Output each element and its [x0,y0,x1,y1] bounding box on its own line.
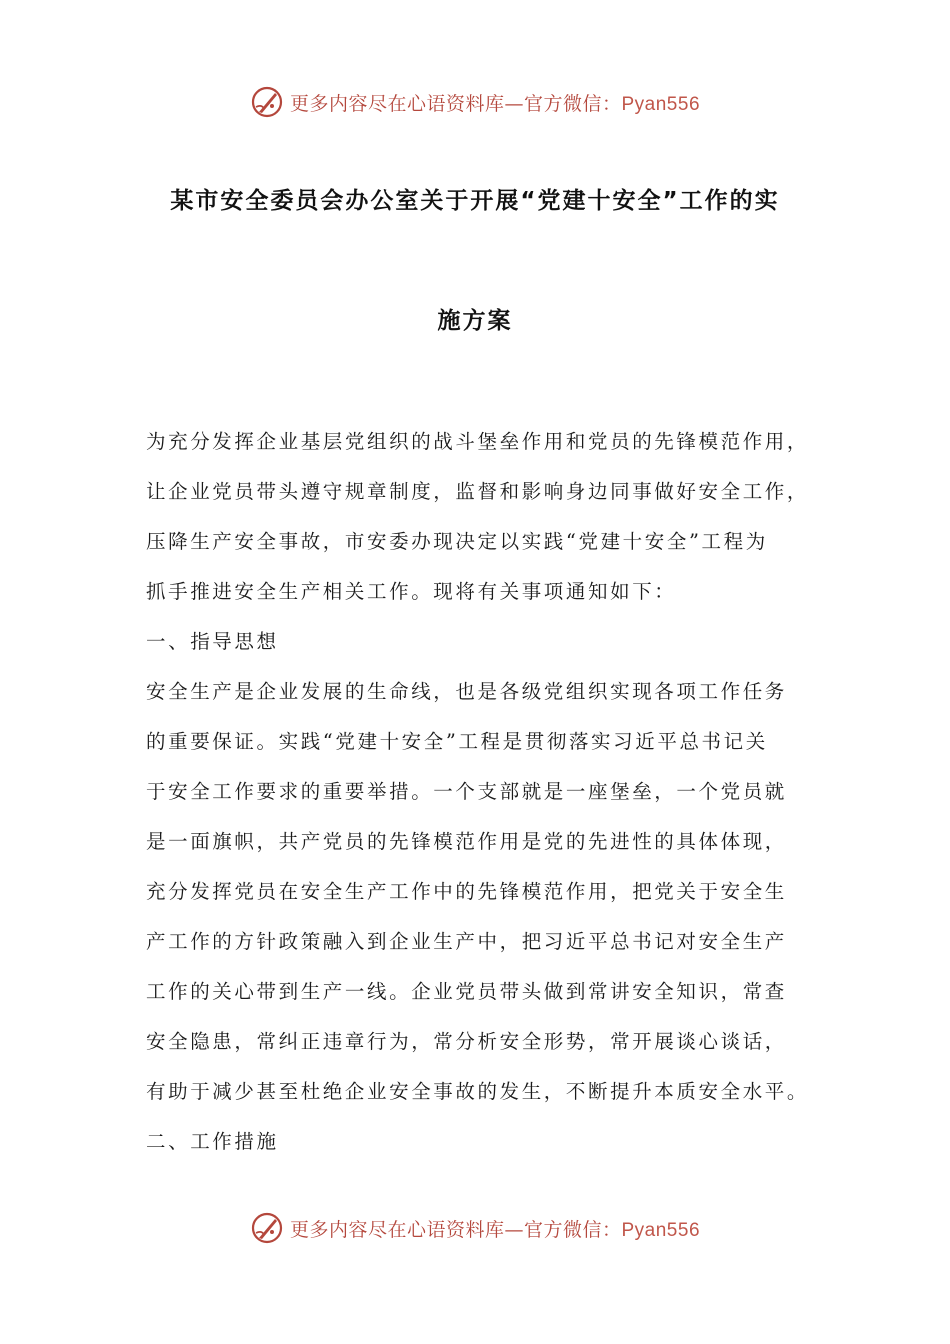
banner-wechat-handle: Pyan556 [621,1219,701,1241]
footer-banner-content [250,1211,700,1245]
document-body [146,417,816,1167]
intro-line: 让企业党员带头遵守规章制度，监督和影响身边同事做好安全工作， [146,480,810,503]
banner-text [290,89,700,116]
section-1-line: 工作的关心带到生产一线。企业党员带头做到常讲安全知识，常查 [146,980,787,1003]
intro-line: 抓手推进安全生产相关工作。现将有关事项通知如下： [146,580,677,603]
document-title-line-2: 施方案 [437,308,513,334]
quill-pen-logo-icon [250,85,284,119]
header-banner [0,82,950,122]
banner-label: 更多内容尽在心语资料库—官方微信： [289,1218,622,1241]
quill-pen-logo-icon [250,1211,284,1245]
section-1-line: 安全隐患，常纠正违章行为，常分析安全形势，常开展谈心谈话， [146,1030,787,1053]
section-1-line: 安全生产是企业发展的生命线，也是各级党组织实现各项工作任务 [146,680,787,703]
section-1-heading: 一、指导思想 [146,630,279,653]
footer-banner [0,1208,950,1248]
banner-text [290,1215,700,1242]
section-1-line: 是一面旗帜，共产党员的先锋模范作用是党的先进性的具体体现， [146,830,787,853]
intro-paragraph [146,417,816,617]
section-2-heading: 二、工作措施 [146,1130,279,1153]
banner-wechat-handle: Pyan556 [621,93,701,115]
banner-label: 更多内容尽在心语资料库—官方微信： [289,92,622,115]
section-1-line: 充分发挥党员在安全生产工作中的先锋模范作用，把党关于安全生 [146,880,787,903]
section-1-paragraph [146,667,816,1117]
intro-line: 压降生产安全事故，市安委办现决定以实践“党建十安全”工程为 [146,530,768,553]
section-1-line: 有助于减少甚至杜绝企业安全事故的发生，不断提升本质安全水平。 [146,1080,810,1103]
header-banner-content [250,85,700,119]
intro-line: 为充分发挥企业基层党组织的战斗堡垒作用和党员的先锋模范作用， [146,430,810,453]
section-1-line: 的重要保证。实践“党建十安全”工程是贯彻落实习近平总书记关 [146,730,768,753]
section-1-line: 于安全工作要求的重要举措。一个支部就是一座堡垒，一个党员就 [146,780,787,803]
section-1-line: 产工作的方针政策融入到企业生产中，把习近平总书记对安全生产 [146,930,787,953]
document-title-line-1: 某市安全委员会办公室关于开展“党建十安全”工作的实 [170,188,780,214]
